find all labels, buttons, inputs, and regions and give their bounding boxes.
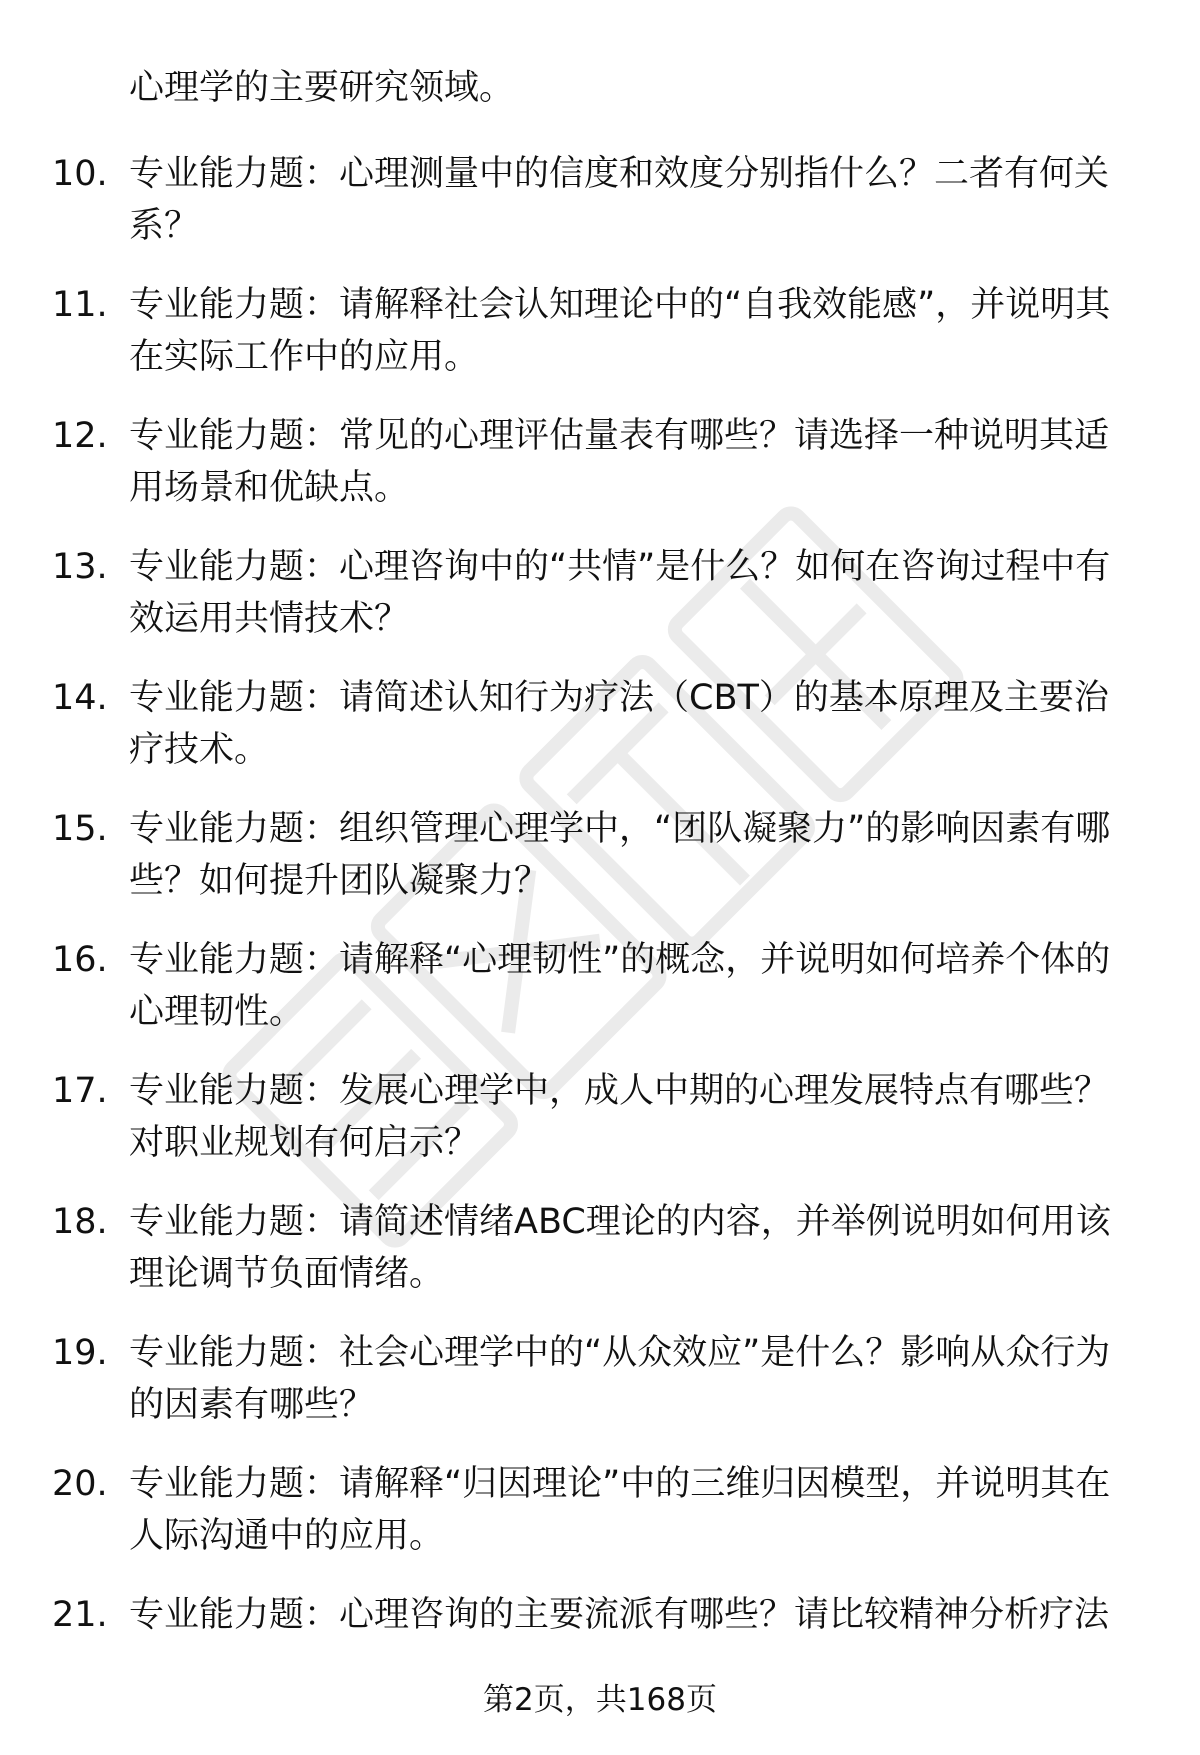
- question-text: 专业能力题：常见的心理评估量表有哪些？请选择一种说明其适用场景和优缺点。: [129, 416, 1110, 508]
- question-number: 18.: [52, 1202, 108, 1242]
- question-text: 专业能力题：请简述情绪ABC理论的内容，并举例说明如何用该理论调节负面情绪。: [129, 1202, 1111, 1294]
- list-item: [0, 934, 1200, 1065]
- list-item: [0, 1458, 1200, 1589]
- question-number: 16.: [52, 940, 108, 980]
- list-item: [0, 672, 1200, 803]
- question-number: 12.: [52, 416, 108, 456]
- question-number: 13.: [52, 547, 108, 587]
- list-item: [0, 279, 1200, 410]
- question-text: 专业能力题：社会心理学中的“从众效应”是什么？影响从众行为的因素有哪些？: [129, 1333, 1111, 1425]
- question-number: 15.: [52, 809, 108, 849]
- list-item: [0, 1196, 1200, 1327]
- question-number: 17.: [52, 1071, 108, 1111]
- question-text: 专业能力题：发展心理学中，成人中期的心理发展特点有哪些？对职业规划有何启示？: [129, 1071, 1110, 1163]
- list-item: [0, 541, 1200, 672]
- list-item: [0, 1065, 1200, 1196]
- question-text: 专业能力题：请简述认知行为疗法（CBT）的基本原理及主要治疗技术。: [129, 678, 1109, 770]
- question-text: 专业能力题：组织管理心理学中，“团队凝聚力”的影响因素有哪些？如何提升团队凝聚力？: [129, 809, 1111, 901]
- question-text: 专业能力题：请解释社会认知理论中的“自我效能感”，并说明其在实际工作中的应用。: [129, 285, 1111, 377]
- list-item: [0, 410, 1200, 541]
- continuation-text: 心理学的主要研究领域。: [129, 68, 515, 108]
- question-number: 20.: [52, 1464, 108, 1504]
- question-text: 专业能力题：心理咨询的主要流派有哪些？请比较精神分析疗法: [129, 1595, 1110, 1635]
- question-text: 专业能力题：心理咨询中的“共情”是什么？如何在咨询过程中有效运用共情技术？: [129, 547, 1111, 639]
- question-text: 专业能力题：请解释“心理韧性”的概念，并说明如何培养个体的心理韧性。: [129, 940, 1111, 1032]
- question-number: 19.: [52, 1333, 108, 1373]
- question-text: 专业能力题：请解释“归因理论”中的三维归因模型，并说明其在人际沟通中的应用。: [129, 1464, 1111, 1556]
- question-number: 21.: [52, 1595, 108, 1635]
- page-footer: 第2页，共168页: [483, 1682, 717, 1718]
- question-text: 专业能力题：心理测量中的信度和效度分别指什么？二者有何关系？: [129, 154, 1110, 246]
- list-item: [0, 1327, 1200, 1458]
- question-list: [0, 148, 1200, 1720]
- question-number: 10.: [52, 154, 108, 194]
- question-number: 11.: [52, 285, 108, 325]
- list-item: [0, 803, 1200, 934]
- list-item: [0, 148, 1200, 279]
- question-number: 14.: [52, 678, 108, 718]
